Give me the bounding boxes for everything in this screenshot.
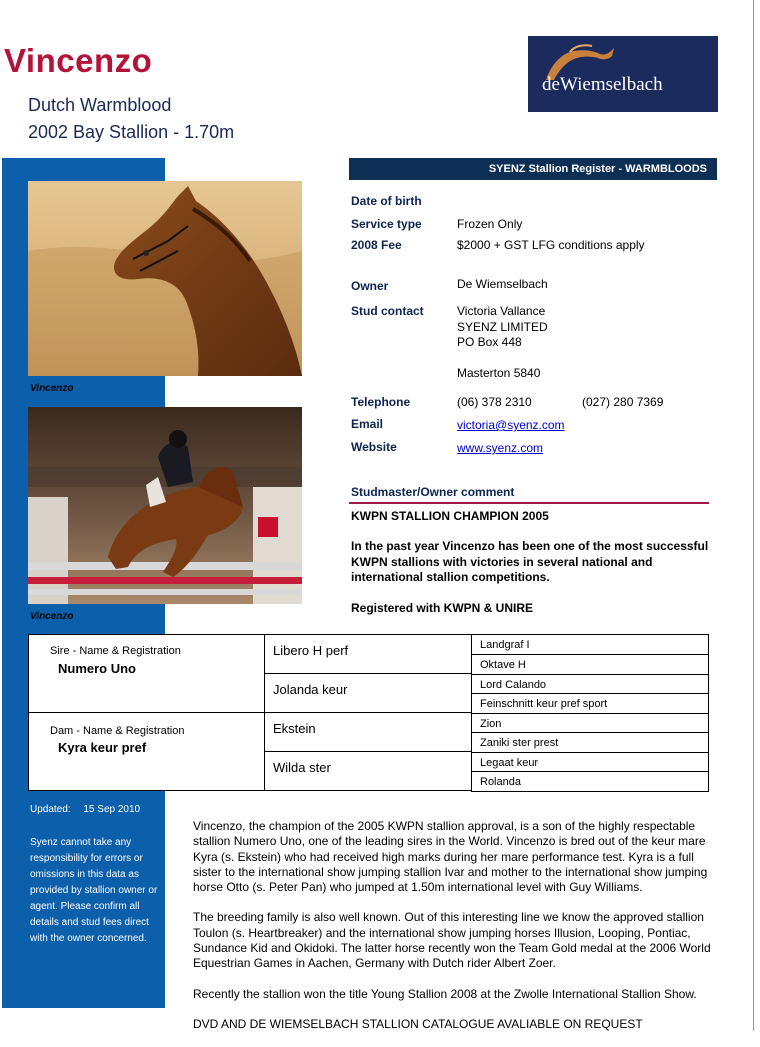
contact-city: Masterton 5840 bbox=[457, 366, 541, 380]
grandparent-cell bbox=[264, 634, 472, 674]
email-label: Email bbox=[351, 417, 384, 431]
great-grandparent-cell bbox=[471, 752, 709, 773]
register-title-bar: SYENZ Stallion Register - WARMBLOODS bbox=[349, 158, 717, 180]
logo-text: deWiemselbach bbox=[542, 74, 663, 95]
updated-label: Updated: bbox=[30, 804, 71, 815]
body-paragraph: The breeding family is also well known. Out of this interesting line we know the approved stallion Toulon (s. Heartbreaker) and the international show jumping horses Illusion, Looping, Pontiac, Sundance Kid and Okidoki. The latter horse recently won the Team Gold medal at the 2006 World Equestrian Games in Aachen, Germany with Dutch rider Albert Zoer. bbox=[193, 910, 711, 971]
great-grandparent-name: Zaniki ster prest bbox=[480, 737, 559, 749]
comment-heading: Studmaster/Owner comment bbox=[351, 485, 515, 499]
great-grandparent-name: Rolanda bbox=[480, 776, 521, 788]
dam-name: Kyra keur pref bbox=[58, 740, 147, 755]
body-paragraph: DVD AND DE WIEMSELBACH STALLION CATALOGUE AVALIABLE ON REQUEST bbox=[193, 1016, 643, 1031]
body-paragraph: Vincenzo, the champion of the 2005 KWPN stallion approval, is a son of the highly respectable stallion Numero Uno, one of the leading sires in the World. Vincenzo is bred out of the keur mare Kyra (s. Ekstein) who had received high marks during her mare performance test. Kyra is a full sister to the international show jumping stallion Ivar and mother to the international show jumping horse Otto (s. Peter Pan) who jumped at 1.50m international level with Guy Williams. bbox=[193, 819, 708, 895]
photo-caption: Vincenzo bbox=[30, 383, 74, 394]
great-grandparent-cell bbox=[471, 693, 709, 714]
great-grandparent-name: Lord Calando bbox=[480, 679, 547, 691]
grandparent-cell bbox=[264, 751, 472, 791]
great-grandparent-cell bbox=[471, 771, 709, 792]
grandparent-name: Jolanda keur bbox=[273, 682, 348, 697]
service-type-value: Frozen Only bbox=[457, 217, 523, 231]
comment-paragraph: In the past year Vincenzo has been one of the most successful KWPN stallions with victories in several national and international stallion competitions. bbox=[351, 539, 709, 584]
telephone-label: Telephone bbox=[351, 395, 411, 409]
website-label: Website bbox=[351, 440, 397, 454]
grandparent-name: Ekstein bbox=[273, 721, 316, 736]
dam-label: Dam - Name & Registration bbox=[50, 725, 185, 737]
email-link[interactable]: victoria@syenz.com bbox=[457, 418, 565, 432]
great-grandparent-cell bbox=[471, 732, 709, 753]
fee-label: 2008 Fee bbox=[351, 238, 402, 252]
great-grandparent-name: Feinschnitt keur pref sport bbox=[480, 698, 608, 710]
body-paragraph: Recently the stallion won the title Young Stallion 2008 at the Zwolle International Stallion Show. bbox=[193, 986, 697, 1001]
sire-name: Numero Uno bbox=[58, 661, 136, 676]
stud-contact-label: Stud contact bbox=[351, 304, 424, 318]
comment-divider bbox=[349, 502, 709, 504]
contact-name: Victoria Vallance bbox=[457, 304, 546, 318]
registered-note: Registered with KWPN & UNIRE bbox=[351, 601, 534, 615]
great-grandparent-name: Legaat keur bbox=[480, 757, 539, 769]
grandparent-cell bbox=[264, 673, 472, 713]
great-grandparent-cell bbox=[471, 654, 709, 675]
page-border bbox=[753, 0, 754, 1031]
website-link[interactable]: www.syenz.com bbox=[457, 441, 544, 455]
horse-portrait-photo bbox=[28, 181, 302, 376]
page-title: Vincenzo bbox=[4, 42, 153, 79]
telephone-1: (06) 378 2310 bbox=[457, 395, 532, 409]
dam-cell bbox=[28, 712, 265, 791]
updated-date: 15 Sep 2010 bbox=[83, 804, 141, 815]
telephone-2: (027) 280 7369 bbox=[582, 395, 664, 409]
great-grandparent-name: Oktave H bbox=[480, 659, 526, 671]
contact-company: SYENZ LIMITED bbox=[457, 320, 548, 334]
owner-label: Owner bbox=[351, 279, 389, 293]
fee-value: $2000 + GST LFG conditions apply bbox=[457, 238, 645, 252]
owner-value: De Wiemselbach bbox=[457, 277, 548, 291]
great-grandparent-name: Zion bbox=[480, 718, 502, 730]
grandparent-name: Libero H perf bbox=[273, 643, 349, 658]
grandparent-cell bbox=[264, 712, 472, 752]
updated-line bbox=[30, 804, 140, 815]
great-grandparent-cell bbox=[471, 713, 709, 734]
contact-po-box: PO Box 448 bbox=[457, 335, 522, 349]
disclaimer-text: Syenz cannot take any responsibility for errors or omissions in this data as provided by stallion owner or agent. Please confirm all details and stud fees direct with the owner concerned. bbox=[30, 837, 158, 944]
show-jumping-photo bbox=[28, 407, 302, 604]
horse-description: 2002 Bay Stallion - 1.70m bbox=[28, 122, 235, 142]
sire-cell bbox=[28, 634, 265, 713]
service-type-label: Service type bbox=[351, 217, 422, 231]
sire-label: Sire - Name & Registration bbox=[50, 645, 181, 657]
breed-subtitle: Dutch Warmblood bbox=[28, 95, 172, 115]
great-grandparent-name: Landgraf I bbox=[480, 639, 530, 651]
great-grandparent-cell bbox=[471, 634, 709, 655]
dob-label: Date of birth bbox=[351, 194, 422, 208]
comment-title: KWPN STALLION CHAMPION 2005 bbox=[351, 509, 549, 523]
grandparent-name: Wilda ster bbox=[273, 760, 331, 775]
stud-logo bbox=[528, 36, 718, 112]
great-grandparent-cell bbox=[471, 674, 709, 695]
description-body bbox=[193, 819, 713, 1047]
photo-caption: Vincenzo bbox=[30, 611, 74, 622]
